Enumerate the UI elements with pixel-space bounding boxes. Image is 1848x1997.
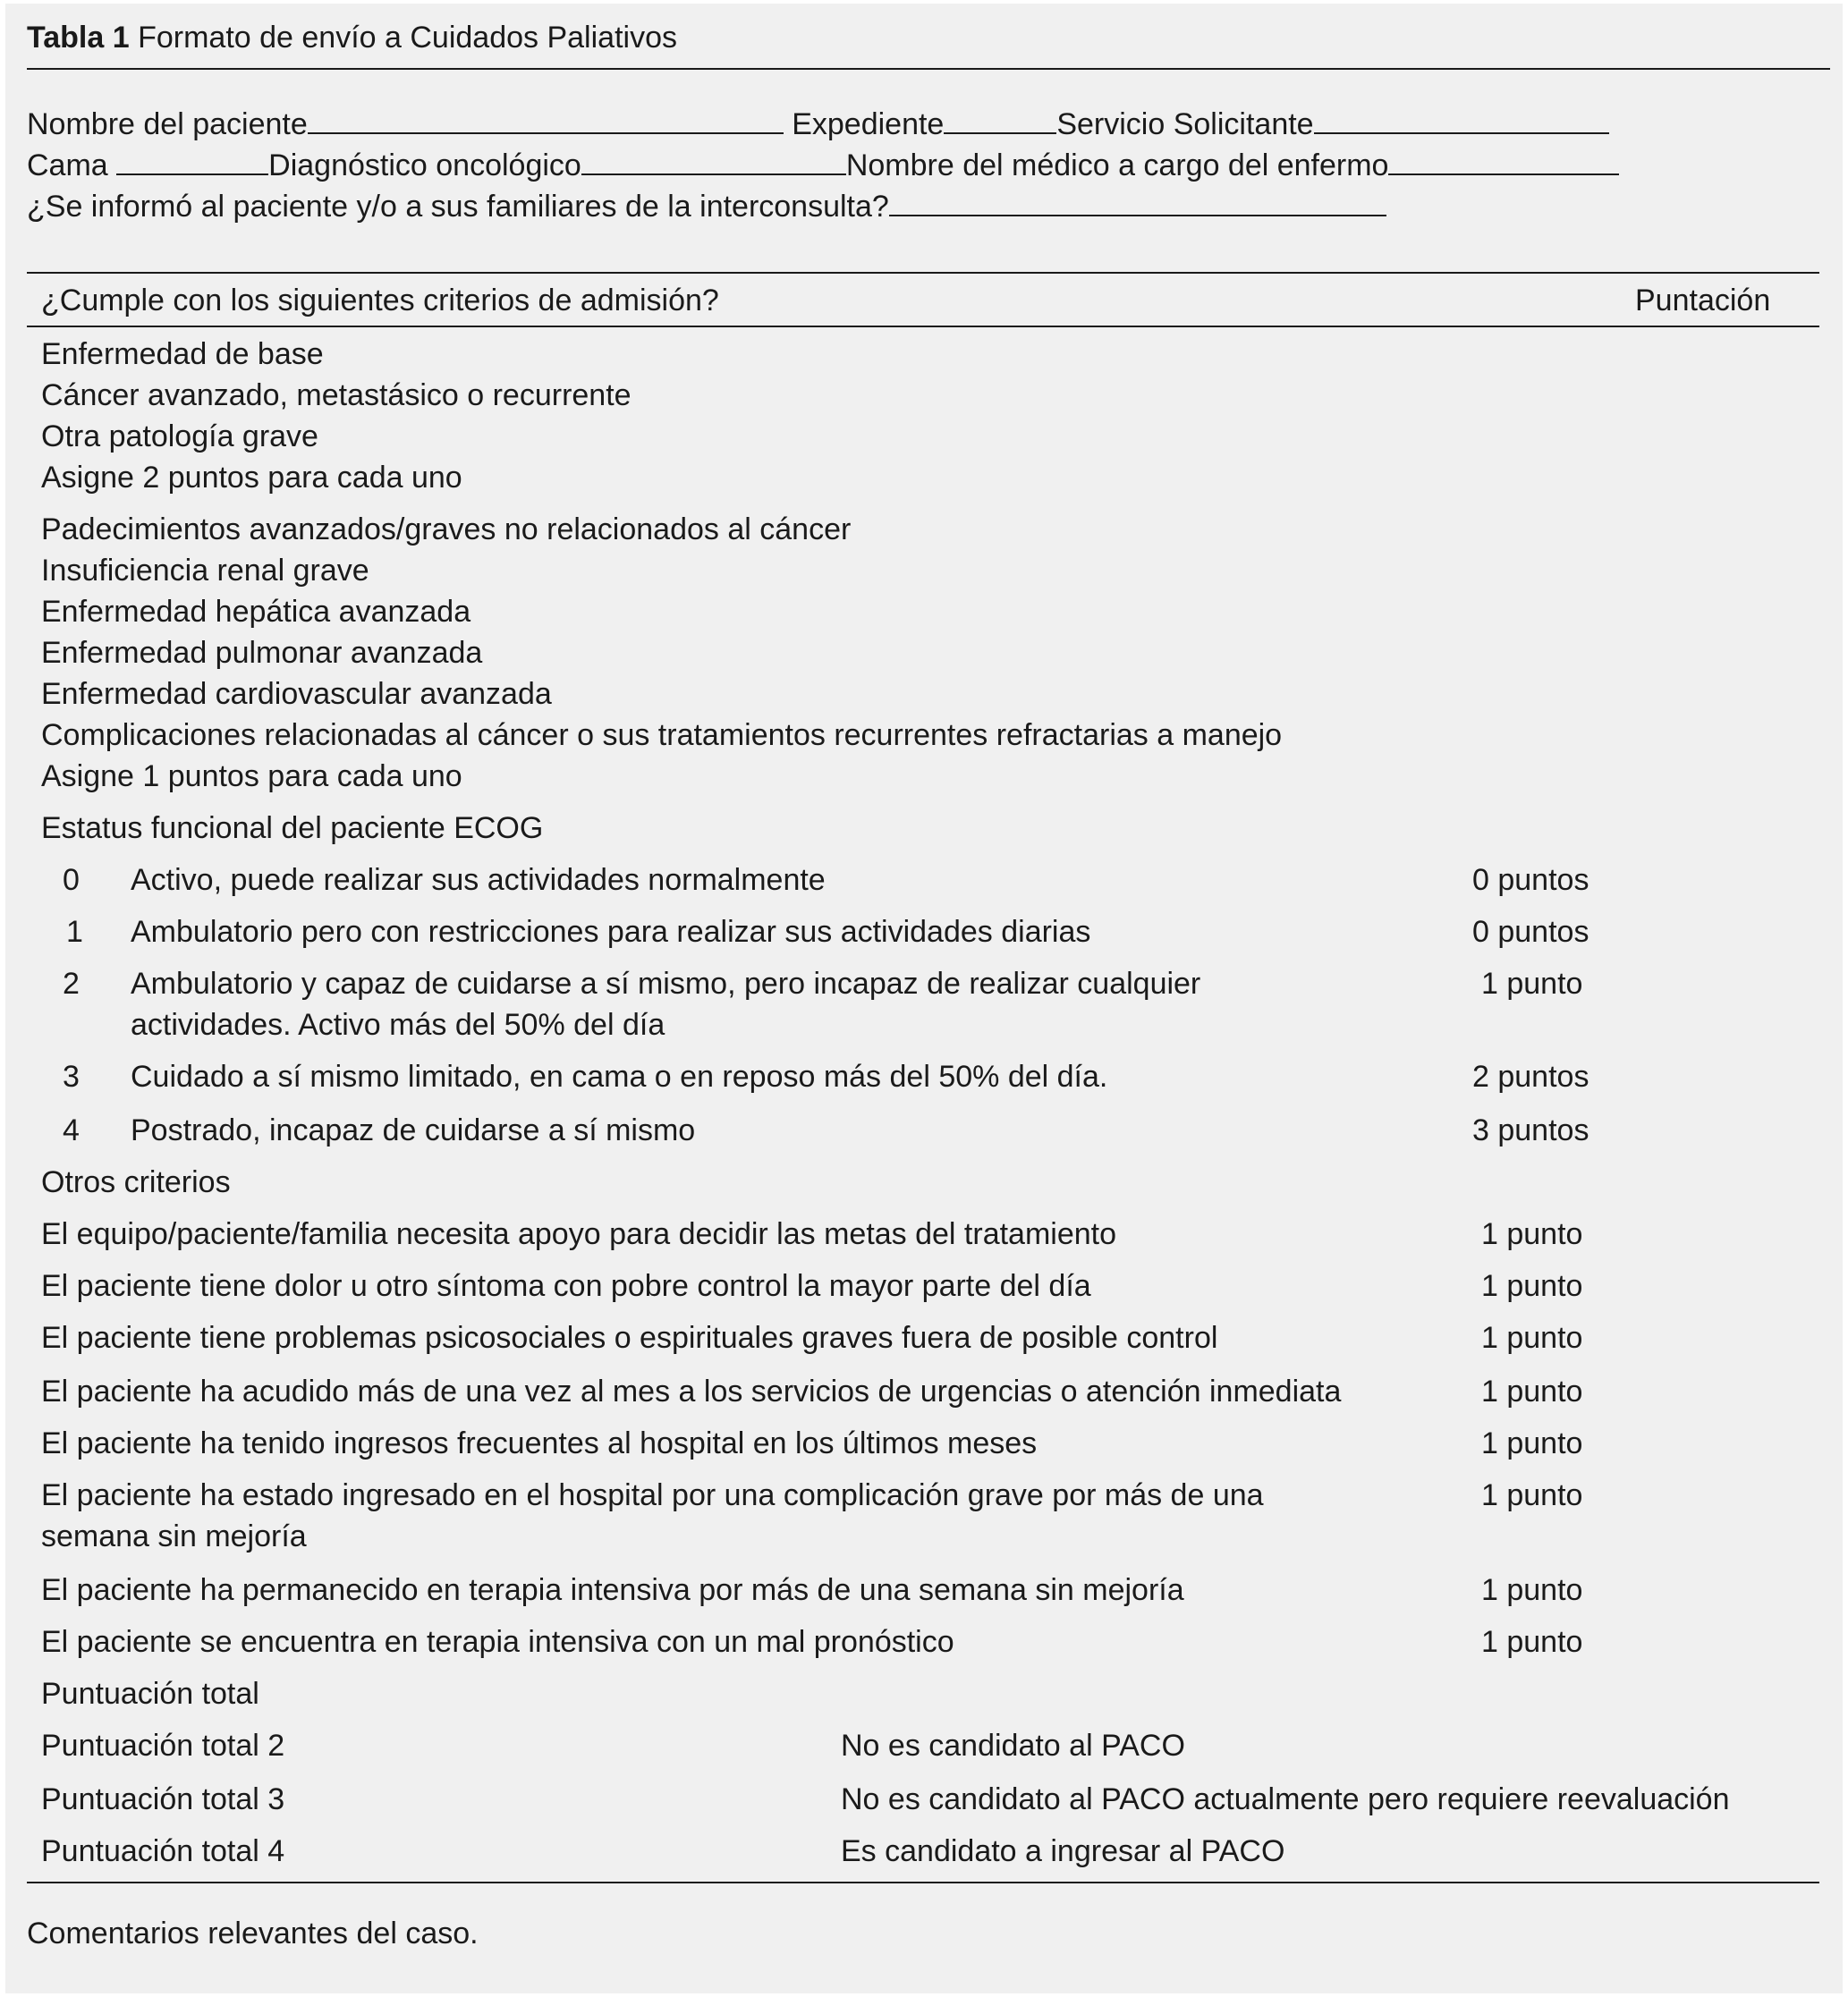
other-text: El paciente ha acudido más de una vez al mes a los servicios de urgencias o atención inmediata (41, 1375, 1342, 1409)
diagnosis-field[interactable] (581, 147, 846, 175)
other-score: 1 punto (1481, 1426, 1583, 1460)
patient-name-label: Nombre del paciente (27, 107, 308, 141)
record-label: Expediente (792, 107, 945, 141)
caption-rule (27, 68, 1830, 70)
total-label: Puntuación total 3 (41, 1782, 285, 1816)
service-label: Servicio Solicitante (1056, 107, 1314, 141)
total-result: No es candidato al PACO actualmente pero requiere reevaluación (841, 1782, 1730, 1816)
other-text: El paciente tiene problemas psicosociales o espirituales graves fuera de posible control (41, 1321, 1218, 1355)
patient-name-field[interactable] (308, 106, 784, 134)
ecog-score: 0 puntos (1472, 863, 1589, 897)
ecog-score: 3 puntos (1472, 1113, 1589, 1147)
doctor-label: Nombre del médico a cargo del enfermo (845, 148, 1389, 182)
advanced-line: Insuficiencia renal grave (41, 554, 369, 588)
table-top-rule (27, 272, 1819, 274)
table-header-rule (27, 326, 1819, 327)
record-field[interactable] (944, 106, 1056, 134)
caption-label: Tabla 1 (27, 21, 130, 55)
ecog-text-continued: actividades. Activo más del 50% del día (131, 1008, 665, 1042)
base-disease-note: Asigne 2 puntos para cada uno (41, 461, 462, 495)
other-score: 1 punto (1481, 1625, 1583, 1659)
doctor-field[interactable] (1388, 147, 1619, 175)
ecog-grade: 3 (63, 1060, 80, 1094)
ecog-grade: 2 (63, 967, 80, 1001)
informed-label: ¿Se informó al paciente y/o a sus familiares de la interconsulta? (27, 190, 889, 224)
table-bottom-rule (27, 1882, 1819, 1883)
advanced-line: Enfermedad pulmonar avanzada (41, 636, 483, 670)
other-text: El paciente tiene dolor u otro síntoma con pobre control la mayor parte del día (41, 1269, 1091, 1303)
header-criteria: ¿Cumple con los siguientes criterios de admisión? (41, 283, 719, 317)
ecog-grade: 1 (66, 915, 83, 949)
informed-field[interactable] (889, 188, 1386, 216)
diagnosis-label: Diagnóstico oncológico (268, 148, 581, 182)
other-title: Otros criterios (41, 1165, 231, 1199)
other-score: 1 punto (1481, 1375, 1583, 1409)
ecog-text: Activo, puede realizar sus actividades normalmente (131, 863, 826, 897)
other-score: 1 punto (1481, 1217, 1583, 1251)
document-panel (5, 4, 1843, 1993)
form-line-3 (27, 188, 1386, 224)
advanced-line: Enfermedad hepática avanzada (41, 595, 471, 629)
total-title: Puntuación total (41, 1677, 259, 1711)
base-disease-line: Otra patología grave (41, 419, 318, 453)
header-score: Puntación (1635, 283, 1771, 317)
total-label: Puntuación total 2 (41, 1729, 285, 1763)
ecog-grade: 4 (63, 1113, 80, 1147)
comments-label: Comentarios relevantes del caso. (27, 1917, 479, 1950)
other-score: 1 punto (1481, 1269, 1583, 1303)
base-disease-line: Cáncer avanzado, metastásico o recurrente (41, 378, 632, 412)
other-text: El paciente ha estado ingresado en el hospital por una complicación grave por más de una (41, 1478, 1264, 1512)
ecog-text: Postrado, incapaz de cuidarse a sí mismo (131, 1113, 696, 1147)
total-result: No es candidato al PACO (841, 1729, 1185, 1763)
advanced-title: Padecimientos avanzados/graves no relacionados al cáncer (41, 512, 852, 546)
other-text: El paciente ha permanecido en terapia intensiva por más de una semana sin mejoría (41, 1573, 1184, 1607)
other-score: 1 punto (1481, 1573, 1583, 1607)
bed-field[interactable] (116, 147, 268, 175)
form-line-2 (27, 147, 1619, 183)
caption-title: Formato de envío a Cuidados Paliativos (138, 21, 677, 55)
ecog-title: Estatus funcional del paciente ECOG (41, 811, 544, 845)
other-text: El paciente se encuentra en terapia intensiva con un mal pronóstico (41, 1625, 954, 1659)
form-line-1 (27, 106, 1609, 142)
ecog-text: Ambulatorio y capaz de cuidarse a sí mismo, pero incapaz de realizar cualquier (131, 967, 1201, 1001)
other-score: 1 punto (1481, 1321, 1583, 1355)
other-text-continued: semana sin mejoría (41, 1519, 307, 1553)
base-disease-title: Enfermedad de base (41, 337, 324, 371)
other-text: El equipo/paciente/familia necesita apoyo para decidir las metas del tratamiento (41, 1217, 1117, 1251)
other-text: El paciente ha tenido ingresos frecuentes al hospital en los últimos meses (41, 1426, 1038, 1460)
service-field[interactable] (1314, 106, 1609, 134)
ecog-score: 0 puntos (1472, 915, 1589, 949)
table-caption (27, 20, 677, 55)
ecog-text: Cuidado a sí mismo limitado, en cama o en reposo más del 50% del día. (131, 1060, 1108, 1094)
ecog-score: 2 puntos (1472, 1060, 1589, 1094)
ecog-score: 1 punto (1481, 967, 1583, 1001)
total-label: Puntuación total 4 (41, 1834, 285, 1868)
ecog-grade: 0 (63, 863, 80, 897)
advanced-line: Complicaciones relacionadas al cáncer o sus tratamientos recurrentes refractarias a manejo (41, 718, 1283, 752)
bed-label: Cama (27, 148, 108, 182)
other-score: 1 punto (1481, 1478, 1583, 1512)
total-result: Es candidato a ingresar al PACO (841, 1834, 1285, 1868)
advanced-note: Asigne 1 puntos para cada uno (41, 759, 462, 793)
advanced-line: Enfermedad cardiovascular avanzada (41, 677, 552, 711)
ecog-text: Ambulatorio pero con restricciones para realizar sus actividades diarias (131, 915, 1091, 949)
